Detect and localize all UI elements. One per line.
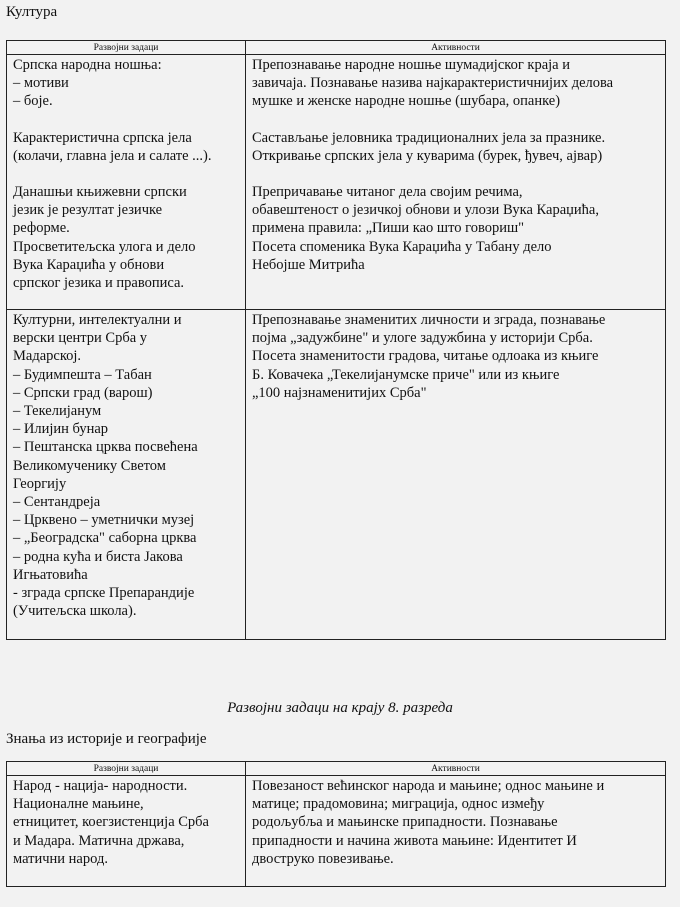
cell-text-line: Небојше Митрића bbox=[252, 256, 365, 273]
cell-text-line: – Српски град (варош) bbox=[13, 384, 153, 401]
cell-text-line: верски центри Срба у bbox=[13, 330, 148, 347]
cell-text-line: – боје. bbox=[13, 93, 53, 110]
cell-text-line: - зграда српске Препарандије bbox=[13, 585, 195, 602]
history-geography-table bbox=[6, 761, 666, 887]
cell-text-line: Откривање српских јела у куварима (бурек, ђувеч, ајвар) bbox=[252, 147, 603, 164]
cell-text-line: – Текелијанум bbox=[13, 403, 102, 420]
cell-text-line: – „Београдска" саборна црква bbox=[13, 530, 197, 547]
cell-text-line: српског језика и правописа. bbox=[13, 275, 185, 292]
cell-text-line: Препознавање народне ношње шумадијског краја и bbox=[252, 57, 570, 73]
cell-text-line: Георгију bbox=[13, 475, 67, 492]
activities-cell bbox=[246, 776, 666, 887]
cell-text-line: – родна кућа и биста Јакова bbox=[13, 548, 183, 565]
cell-text-line: примена правила: „Пиши као што говориш" bbox=[252, 220, 525, 237]
cell-text-line: Просветитељска улога и дело bbox=[13, 238, 196, 255]
cell-text-line: Састављање јеловника традиционалних јела за празнике. bbox=[252, 129, 606, 146]
cell-text-line: и Мадара. Матична држава, bbox=[13, 832, 185, 849]
cell-text-line: припадности и начина живота мањине: Идентитет И bbox=[252, 832, 577, 849]
grade-subtitle: Развојни задаци на крају 8. разреда bbox=[227, 700, 453, 716]
cell-text-line: појма „задужбине" и улоге задужбина у историји Срба. bbox=[252, 330, 593, 347]
cell-text-line: – мотиви bbox=[13, 75, 69, 92]
activities-cell bbox=[246, 55, 666, 310]
cell-text-line: родољубља и мањинске припадности. Познавање bbox=[252, 814, 558, 831]
cell-text-line: – Илијин бунар bbox=[13, 421, 109, 438]
tasks-cell bbox=[7, 55, 246, 310]
paragraph-gap bbox=[13, 111, 239, 129]
column-header-activities: Активности bbox=[246, 762, 666, 776]
cell-text-line: Б. Ковачека „Текелијанумске приче" или из књиге bbox=[252, 366, 560, 383]
cell-text-line: језик је резултат језичке bbox=[13, 202, 163, 219]
cell-text-line: етницитет, коегзистенција Срба bbox=[13, 814, 209, 831]
cell-text-line: Вука Караџића у обнови bbox=[13, 256, 165, 273]
cell-text-line: Народ - нација- народности. bbox=[13, 778, 188, 794]
cell-text-line: Српска народна ношња: bbox=[13, 57, 162, 73]
cell-text-line: Препознавање знаменитих личности и зграда, познавање bbox=[252, 312, 606, 328]
paragraph-gap bbox=[13, 165, 239, 183]
cell-text-line: – Сентандреја bbox=[13, 494, 101, 511]
cell-text-line: – Пештанска црква посвећена bbox=[13, 439, 198, 456]
cell-text-line: Данашњи књижевни српски bbox=[13, 184, 187, 201]
cell-text-line: (Учитељска школа). bbox=[13, 603, 137, 620]
cell-text-line: Посета знаменитости градова, читање одлоака из књиге bbox=[252, 348, 599, 365]
paragraph-gap bbox=[252, 165, 659, 183]
cell-text-line: (колачи, главна јела и салате ...). bbox=[13, 147, 212, 164]
activities-cell bbox=[246, 310, 666, 640]
culture-table bbox=[6, 40, 666, 640]
cell-text-line: „100 најзнаменитијих Срба" bbox=[252, 384, 427, 401]
cell-text-line: Културни, интелектуални и bbox=[13, 312, 182, 328]
cell-text-line: Препричавање читаног дела својим речима, bbox=[252, 184, 523, 201]
cell-text-line: двоструко повезивање. bbox=[252, 850, 394, 867]
cell-text-line: – Црквено – уметнички музеј bbox=[13, 512, 195, 529]
cell-text-line: реформе. bbox=[13, 220, 70, 237]
cell-text-line: Посета споменика Вука Караџића у Табану дело bbox=[252, 238, 552, 255]
tasks-cell bbox=[7, 310, 246, 640]
section-heading-history-geography: Знања из историје и географије bbox=[6, 731, 207, 747]
paragraph-gap bbox=[252, 111, 659, 129]
cell-text-line: Мадарској. bbox=[13, 348, 82, 365]
cell-text-line: матице; прадомовина; миграција, однос између bbox=[252, 796, 545, 813]
cell-text-line: завичаја. Познавање назива најкарактеристичнијих делова bbox=[252, 75, 614, 92]
cell-text-line: Игњатовића bbox=[13, 566, 88, 583]
column-header-activities: Активности bbox=[246, 41, 666, 55]
cell-text-line: обавештеност о језичкој обнови и улози Вука Караџића, bbox=[252, 202, 599, 219]
table-row bbox=[7, 776, 666, 887]
cell-text-line: – Будимпешта – Табан bbox=[13, 366, 152, 383]
cell-text-line: Карактеристична српска јела bbox=[13, 129, 192, 146]
table-row bbox=[7, 55, 666, 310]
tasks-cell bbox=[7, 776, 246, 887]
cell-text-line: мушке и женске народне ношње (шубара, опанке) bbox=[252, 93, 561, 110]
column-header-tasks: Развојни задаци bbox=[7, 762, 246, 776]
cell-text-line: Националне мањине, bbox=[13, 796, 144, 813]
cell-text-line: Повезаност већинског народа и мањине; однос мањине и bbox=[252, 778, 605, 794]
column-header-tasks: Развојни задаци bbox=[7, 41, 246, 55]
table-row bbox=[7, 310, 666, 640]
cell-text-line: Великомученику Светом bbox=[13, 457, 166, 474]
cell-text-line: матични народ. bbox=[13, 850, 108, 867]
section-heading-culture: Култура bbox=[6, 4, 58, 20]
